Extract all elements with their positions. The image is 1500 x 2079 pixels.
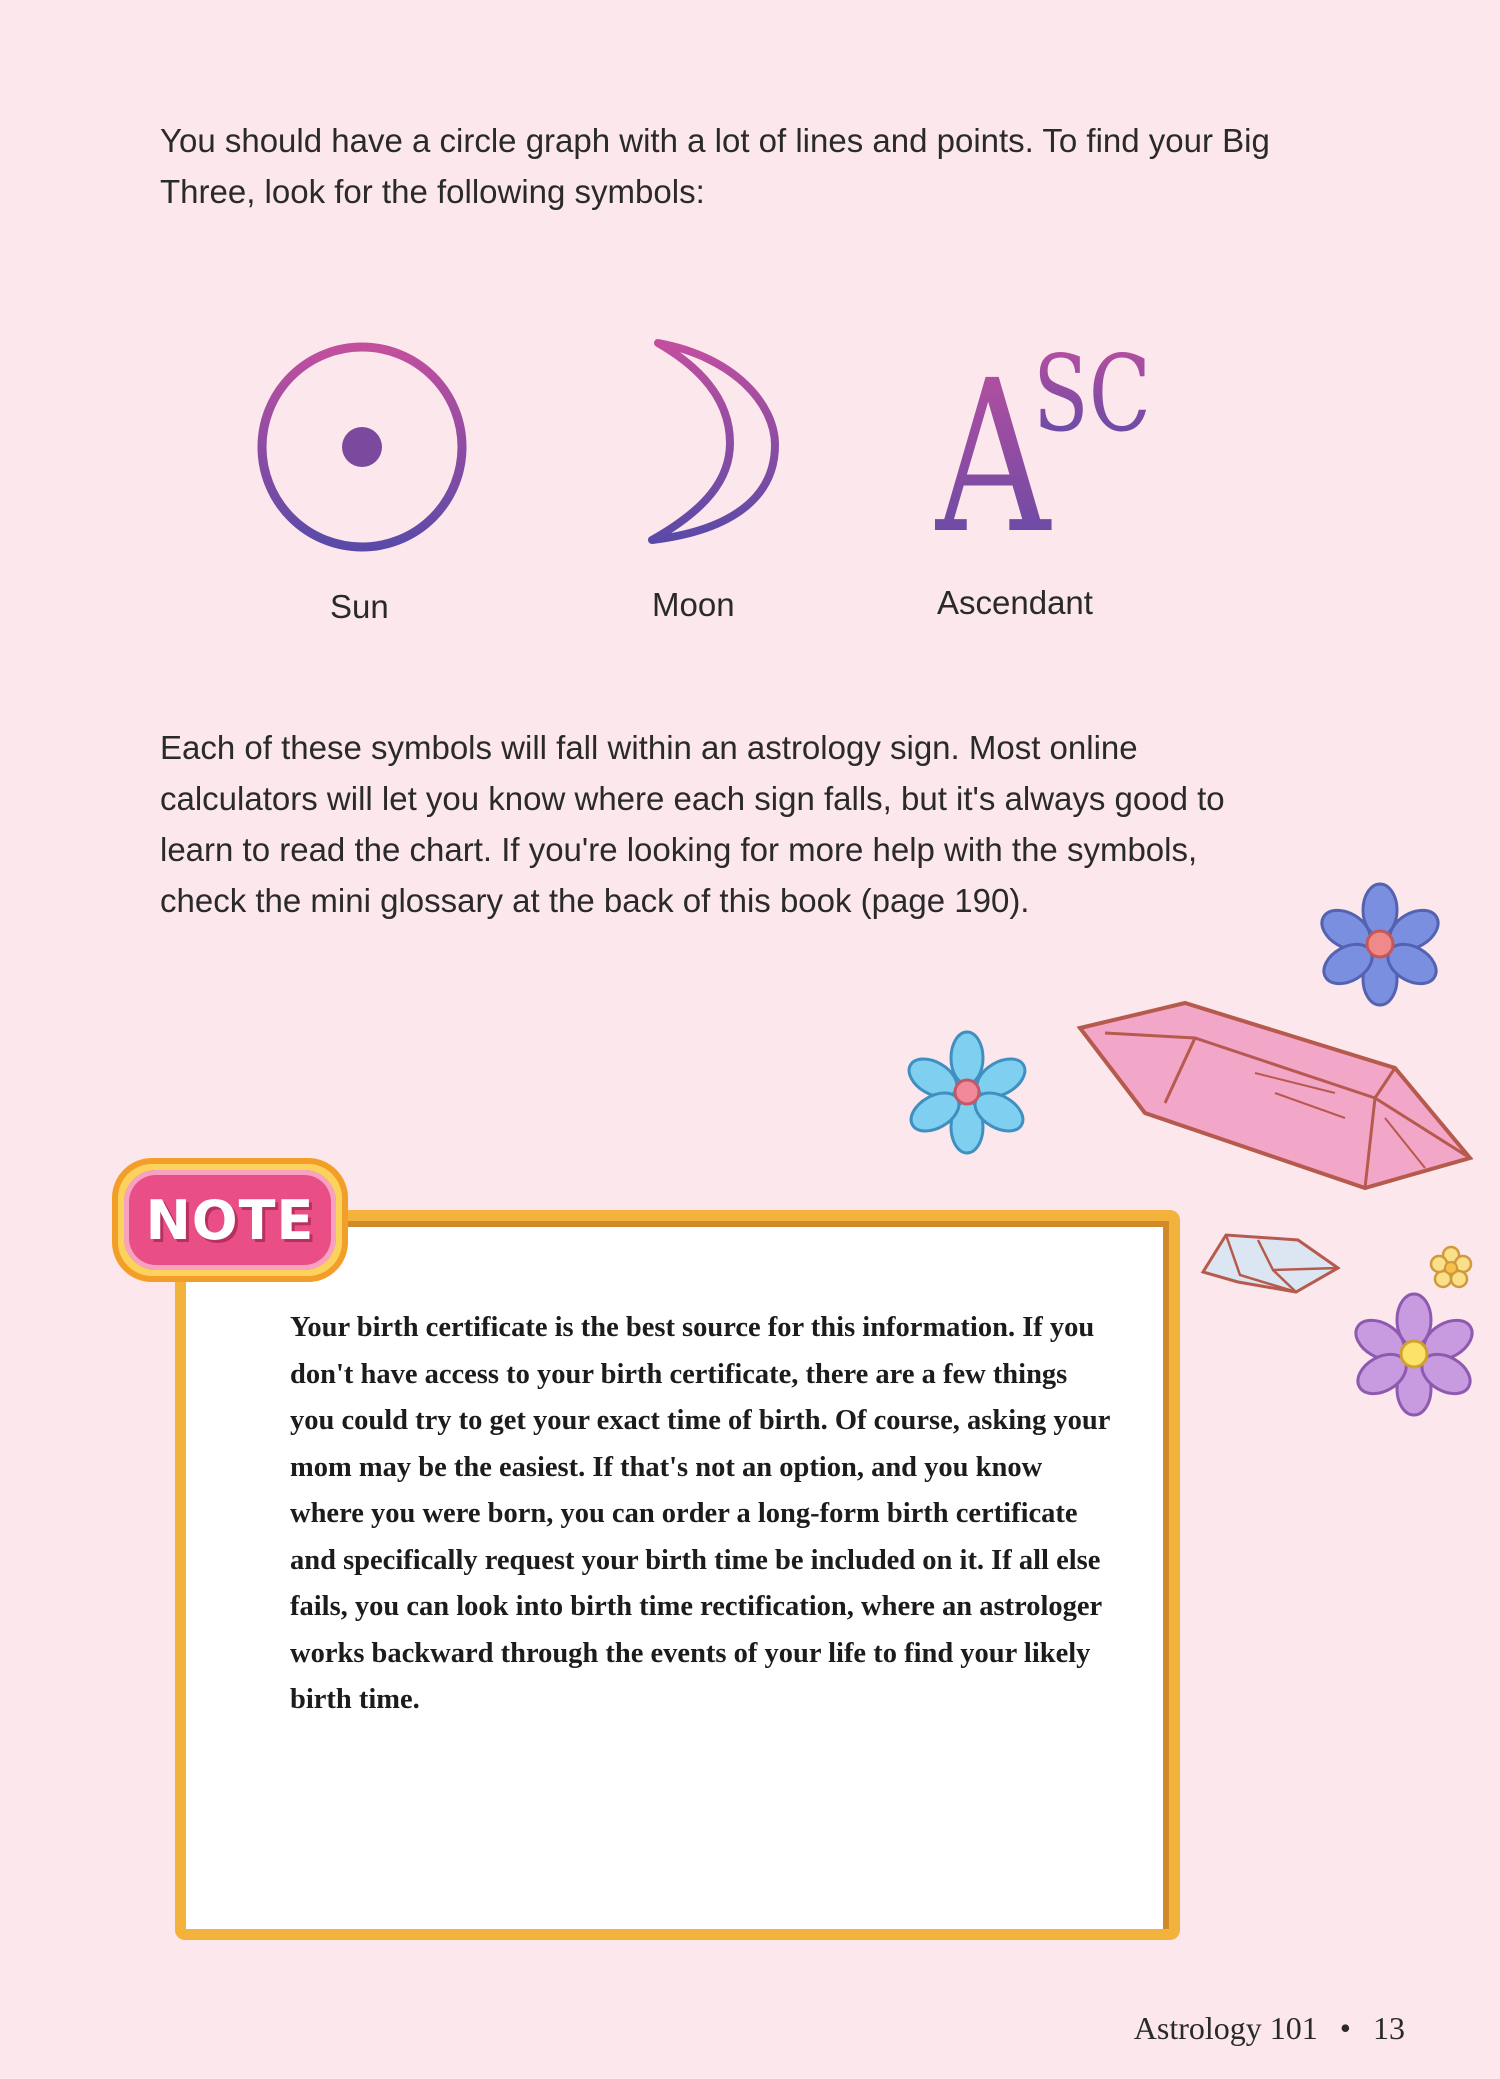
page-footer: [1134, 2010, 1405, 2047]
intro-paragraph: You should have a circle graph with a lot of lines and points. To find your Big Three, look for the following symbols:: [160, 122, 1270, 210]
moon-symbol: [640, 335, 790, 550]
body-paragraph: Each of these symbols will fall within an astrology sign. Most online calculators will let you know where each sign falls, but it's always good to learn to read the chart. If you're looking for more help with the symbols, check the mini glossary at the back of this book (page 190).: [160, 729, 1225, 919]
ascendant-glyph-icon: [935, 325, 1155, 535]
page-number: 13: [1373, 2010, 1405, 2046]
small-yellow-flower-icon: [1428, 1245, 1474, 1291]
moon-label: Moon: [652, 586, 735, 623]
ascendant-label: Ascendant: [937, 584, 1093, 621]
moon-glyph-icon: [640, 335, 790, 545]
ascendant-glyph-letters-sc: SC: [1033, 333, 1151, 455]
note-badge-inner: [124, 1170, 336, 1270]
footer-section-title: Astrology 101: [1133, 2010, 1318, 2046]
pink-crystal-icon: [1075, 998, 1475, 1198]
sun-label: Sun: [330, 588, 389, 625]
note-text: Your birth certificate is the best source for this information. If you don't have access to your birth certificate, there are a few things you could try to get your exact time of birth. Of course, asking your mom may be the easiest. If that's not an option, and you know where you were born, you can order a long-form birth certificate and specifically request your birth time be included on it. If all else fails, you can look into birth time rectification, where an astrologer works backward through the events of your life to find your likely birth time.: [290, 1312, 1110, 1715]
sun-symbol: [250, 335, 475, 565]
clear-crystal-icon: [1198, 1230, 1343, 1300]
footer-separator: •: [1339, 2010, 1351, 2046]
blue-flower-icon: [1318, 882, 1443, 1007]
ascendant-glyph-letter-a: A: [935, 335, 1052, 535]
note-badge: [112, 1158, 348, 1282]
sun-glyph-icon: [250, 335, 475, 560]
purple-flower-icon: [1352, 1292, 1477, 1417]
ascendant-symbol: [935, 325, 1155, 540]
note-badge-label: NOTE: [145, 1188, 315, 1252]
light-blue-flower-icon: [905, 1030, 1030, 1155]
